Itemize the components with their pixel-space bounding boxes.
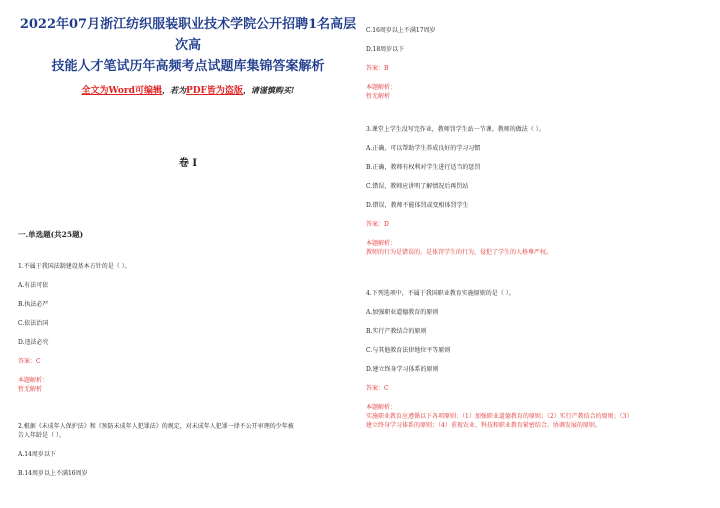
explanation-heading: 本题解析： bbox=[366, 404, 397, 411]
editable-notice: 全文为Word可编辑 bbox=[81, 86, 162, 96]
option-a: A.加强职业道德教育的原则 bbox=[366, 309, 439, 316]
explanation: 暂无解析 bbox=[18, 386, 43, 393]
explanation: 教师的行为是错误的，是体罚学生的行为，侵犯了学生的人格尊严权。 bbox=[366, 249, 553, 256]
question-stem-line-2: 告人年龄是（ ）。 bbox=[18, 432, 65, 439]
question-stem: 3.课堂上学生没写完作业，教师罚学生站一节课。教师的做法（ ）。 bbox=[366, 126, 545, 133]
volume-heading: 卷 I bbox=[178, 158, 198, 169]
question-stem: 4.下列选项中，不属于我国职业教育实施原则的是（ ）。 bbox=[366, 290, 515, 297]
option-a: A.正确，可以帮助学生养成良好的学习习惯 bbox=[366, 145, 481, 152]
explanation-heading: 本题解析： bbox=[366, 84, 397, 91]
option-d: D.建立终身学习体系的原则 bbox=[366, 366, 439, 373]
option-b: B.14周岁以上不满16周岁 bbox=[18, 470, 88, 477]
question-stem: 1.不属于我国法制建设基本方针的是（ ）。 bbox=[18, 263, 131, 270]
section-heading: 一.单选题(共25题) bbox=[18, 230, 84, 239]
option-c: C.16周岁以上不满17周岁 bbox=[366, 27, 436, 34]
answer: 答案：C bbox=[18, 358, 41, 365]
left-column bbox=[18, 14, 358, 478]
option-d: D.18周岁以下 bbox=[366, 46, 405, 53]
answer: 答案：B bbox=[366, 65, 389, 72]
option-a: A.14周岁以下 bbox=[18, 451, 56, 458]
question-4 bbox=[366, 289, 706, 430]
title-line-2: 技能人才笔试历年高频考点试题库集锦答案解析 bbox=[51, 59, 325, 74]
notice-separator: ，若为 bbox=[161, 85, 186, 95]
option-c: C.依法治国 bbox=[18, 320, 49, 327]
question-3 bbox=[366, 125, 706, 257]
option-c: C.错误，教师应讲明了解情况后再罚站 bbox=[366, 183, 469, 190]
explanation-line-1: 实施职业教育应遵循以下各项原则：（1）加强职业道德教育的原则；（2）实行产教结合的原则；（3） bbox=[366, 413, 633, 420]
option-d: D.错误，教师不能体罚或变相体罚学生 bbox=[366, 202, 469, 209]
document-title bbox=[18, 14, 358, 77]
option-a: A.有法可依 bbox=[18, 282, 49, 289]
copyright-notice bbox=[18, 83, 358, 98]
answer: 答案：D bbox=[366, 221, 389, 228]
option-d: D.违法必究 bbox=[18, 339, 49, 346]
option-b: B.正确，教师有权利对学生进行适当的惩罚 bbox=[366, 164, 481, 171]
explanation-heading: 本题解析： bbox=[18, 377, 49, 384]
answer: 答案：C bbox=[366, 385, 389, 392]
question-1 bbox=[18, 262, 358, 394]
question-2 bbox=[18, 422, 358, 478]
question-stem-line-1: 2.根据《未成年人保护法》和《预防未成年人犯罪法》的规定，对未成年人犯罪一律不公开审理的少年被 bbox=[18, 423, 294, 430]
right-column bbox=[366, 26, 706, 430]
explanation-heading: 本题解析： bbox=[366, 240, 397, 247]
title-line-1: 2022年07月浙江纺织服装职业技术学院公开招聘1名高层次高 bbox=[19, 17, 357, 53]
notice-tail: ，请谨慎购买! bbox=[242, 85, 295, 95]
explanation-line-2: 建立终身学习体系的原则；（4）重视农业、科技和职业教育紧密结合、协调发展的原则。 bbox=[366, 422, 601, 429]
question-2-continued bbox=[366, 26, 706, 101]
option-c: C.与其他教育法律地位平等原则 bbox=[366, 347, 451, 354]
explanation: 暂无解析 bbox=[366, 93, 391, 100]
option-b: B.实行产教结合的原则 bbox=[366, 328, 427, 335]
piracy-notice: PDF皆为盗版 bbox=[185, 86, 243, 96]
option-b: B.执法必严 bbox=[18, 301, 49, 308]
